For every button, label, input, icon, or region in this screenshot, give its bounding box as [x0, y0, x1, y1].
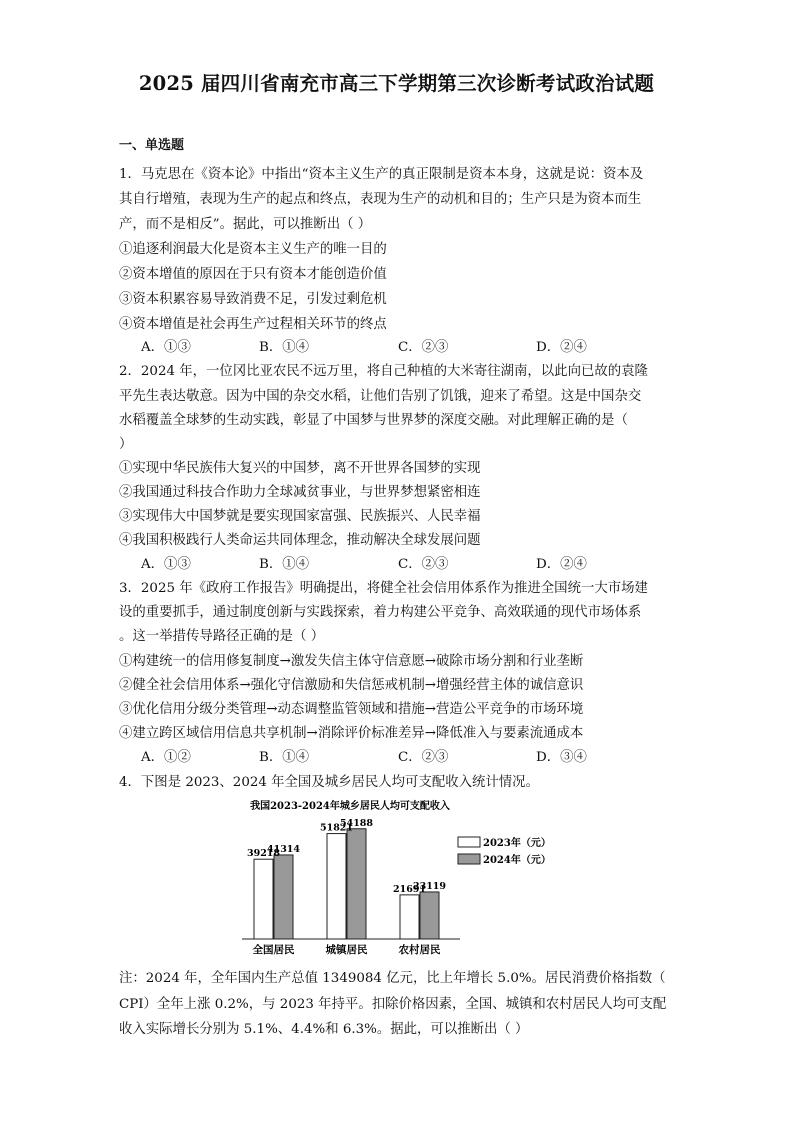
bar-value-label: 54188 [339, 817, 374, 829]
q2-stem-line: ） [119, 437, 133, 452]
q1-stem-line: 1．马克思在《资本论》中指出“资本主义生产的真正限制是资本本身，这就是说：资本及 [119, 167, 644, 182]
legend-label: 2023年（元） [483, 838, 551, 849]
q2-statement-2: ②我国通过科技合作助力全球减贫事业，与世界梦想紧密相连 [119, 485, 481, 500]
q3-stem-line: 3．2025 年《政府工作报告》明确提出，将健全社会信用体系作为推进全国统一大市场建 [119, 581, 648, 596]
q2-option-c[interactable]: C．②③ [398, 557, 449, 572]
q2-option-b[interactable]: B．①④ [259, 557, 310, 572]
category-label: 城镇居民 [325, 944, 368, 956]
bar-全国居民-2024 [274, 855, 293, 939]
bar-value-label: 21691 [392, 883, 427, 895]
q3-stem-line: 。这一举措传导路径正确的是（ ） [119, 629, 325, 644]
bar-城镇居民-2023 [327, 834, 346, 939]
q2-statement-1: ①实现中华民族伟大复兴的中国梦，离不开世界各国梦的实现 [119, 461, 481, 476]
bar-全国居民-2023 [254, 859, 273, 939]
q4-intro: 4．下图是 2023、2024 年全国及城乡居民人均可支配收入统计情况。 [119, 775, 539, 790]
q4-note-line: CPI）全年上涨 0.2%，与 2023 年持平。扣除价格因素，全国、城镇和农村居民人均可支配 [119, 997, 667, 1012]
q2-stem-line: 平先生表达敬意。因为中国的杂交水稻，让他们告别了饥饿，迎来了希望。这是中国杂交 [119, 389, 642, 404]
q2-statement-3: ③实现伟大中国梦就是要实现国家富强、民族振兴、人民幸福 [119, 509, 481, 524]
q4-note-line: 注：2024 年，全年国内生产总值 1349084 亿元，比上年增长 5.0%。居民消费价格指数（ [119, 971, 666, 986]
q3-statement-2: ②健全社会信用体系→强化守信激励和失信惩戒机制→增强经营主体的诚信意识 [119, 678, 584, 693]
q4-note-line: 收入实际增长分别为 5.1%、4.4%和 6.3%。据此，可以推断出（ ） [119, 1022, 529, 1037]
q1-stem-line: 其自行增殖，表现为生产的起点和终点，表现为生产的动机和目的；生产只是为资本而生 [119, 192, 642, 207]
q1-option-b[interactable]: B．①④ [259, 340, 310, 355]
q3-option-a[interactable]: A．①② [141, 750, 191, 765]
page-title: 2025 届四川省南充市高三下学期第三次诊断考试政治试题 [138, 72, 655, 95]
q1-statement-1: ①追逐利润最大化是资本主义生产的唯一目的 [119, 242, 387, 257]
q3-statement-3: ③优化信用分级分类管理→动态调整监管领域和措施→营造公平竞争的市场环境 [119, 702, 584, 717]
legend-label: 2024年（元） [483, 855, 551, 866]
q3-option-b[interactable]: B．①④ [259, 750, 310, 765]
q1-statement-4: ④资本增值是社会再生产过程相关环节的终点 [119, 317, 387, 332]
category-label: 农村居民 [398, 944, 441, 956]
q1-statement-3: ③资本积累容易导致消费不足，引发过剩危机 [119, 292, 387, 307]
q2-option-a[interactable]: A．①③ [141, 557, 191, 572]
bar-农村居民-2023 [400, 895, 419, 939]
q3-statement-1: ①构建统一的信用修复制度→激发失信主体守信意愿→破除市场分割和行业垄断 [119, 654, 584, 669]
category-label: 全国居民 [252, 944, 295, 956]
income-bar-chart [230, 795, 560, 960]
q1-statement-2: ②资本增值的原因在于只有资本才能创造价值 [119, 267, 387, 282]
bar-value-label: 41314 [266, 843, 301, 855]
q3-statement-4: ④建立跨区域信用信息共享机制→消除评价标准差异→降低准入与要素流通成本 [119, 726, 584, 741]
bar-value-label: 51821 [319, 822, 354, 834]
q1-option-a[interactable]: A．①③ [141, 340, 191, 355]
q2-stem-line: 水稻覆盖全球梦的生动实践，彰显了中国梦与世界梦的深度交融。对此理解正确的是（ [119, 413, 628, 428]
q1-option-d[interactable]: D．②④ [536, 340, 587, 355]
q1-stem-line: 产，而不是相反”。据此，可以推断出（ ） [119, 217, 372, 232]
bar-value-label: 39218 [246, 848, 281, 860]
chart-title: 我国2023-2024年城乡居民人均可支配收入 [250, 801, 450, 812]
q3-option-c[interactable]: C．②③ [398, 750, 449, 765]
q2-statement-4: ④我国积极践行人类命运共同体理念，推动解决全球发展问题 [119, 533, 481, 548]
q2-option-d[interactable]: D．②④ [536, 557, 587, 572]
q1-option-c[interactable]: C．②③ [398, 340, 449, 355]
bar-城镇居民-2024 [347, 829, 366, 939]
q2-stem-line: 2．2024 年，一位冈比亚农民不远万里，将自己种植的大米寄往湖南，以此向已故的袁隆 [119, 364, 648, 379]
q3-stem-line: 设的重要抓手，通过制度创新与实践探索，着力构建公平竞争、高效联通的现代市场体系 [119, 605, 642, 620]
legend-swatch [458, 854, 480, 864]
q3-option-d[interactable]: D．③④ [536, 750, 587, 765]
bar-农村居民-2024 [420, 892, 439, 939]
section-heading: 一、单选题 [119, 138, 185, 153]
legend-swatch [458, 837, 480, 847]
bar-value-label: 23119 [412, 880, 447, 892]
